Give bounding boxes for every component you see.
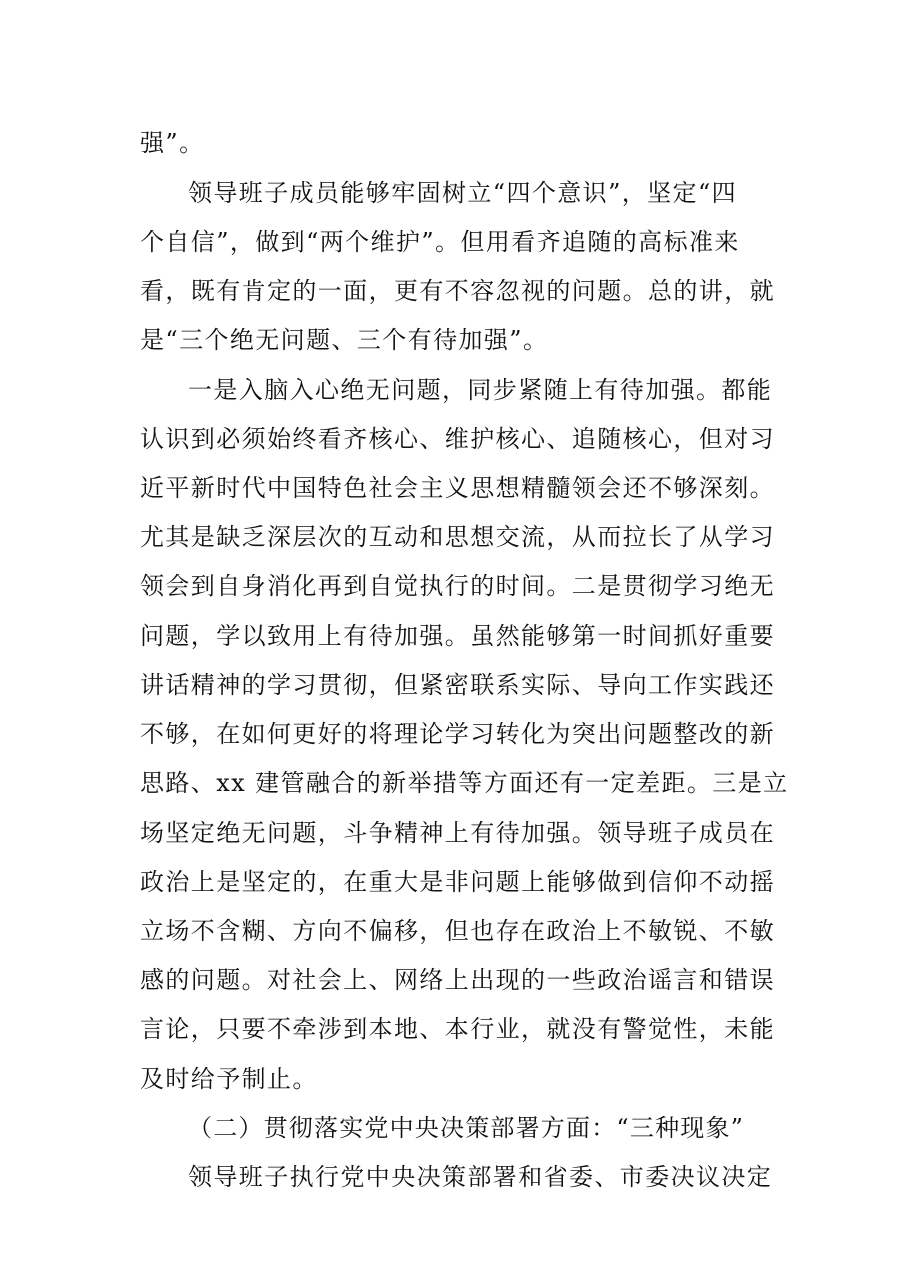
section-heading: （二）贯彻落实党中央决策部署方面：“三种现象”: [188, 1114, 745, 1142]
text-line: 是“三个绝无问题、三个有待加强”。: [140, 326, 549, 354]
text-line: 问题，学以致用上有待加强。虽然能够第一时间抓好重要: [140, 622, 775, 650]
text-line: 场坚定绝无问题，斗争精神上有待加强。领导班子成员在: [140, 819, 775, 847]
text-line: 领会到自身消化再到自觉执行的时间。二是贯彻学习绝无: [140, 572, 775, 600]
text-line: 领导班子执行党中央决策部署和省委、市委决议决定: [188, 1163, 773, 1191]
text-line: 一是入脑入心绝无问题，同步紧随上有待加强。都能: [188, 376, 773, 404]
text-line: 领导班子成员能够牢固树立“四个意识”，坚定“四: [188, 179, 738, 207]
text-line: 强”。: [140, 129, 205, 157]
text-line: 不够，在如何更好的将理论学习转化为突出问题整改的新: [140, 720, 775, 748]
text-line: 政治上是坚定的，在重大是非问题上能够做到信仰不动摇: [140, 868, 775, 896]
text-line: 个自信”，做到“两个维护”。但用看齐追随的高标准来: [140, 228, 740, 256]
text-line: 看，既有肯定的一面，更有不容忽视的问题。总的讲，就: [140, 277, 775, 305]
text-line: 认识到必须始终看齐核心、维护核心、追随核心，但对习: [140, 425, 775, 453]
text-line: 思路、xx 建管融合的新举措等方面还有一定差距。三是立: [140, 769, 789, 797]
text-line: 立场不含糊、方向不偏移，但也存在政治上不敏锐、不敏: [140, 917, 775, 945]
text-line: 感的问题。对社会上、网络上出现的一些政治谣言和错误: [140, 966, 775, 994]
text-line: 讲话精神的学习贯彻，但紧密联系实际、导向工作实践还: [140, 671, 775, 699]
text-line: 近平新时代中国特色社会主义思想精髓领会还不够深刻。: [140, 474, 775, 502]
text-line: 及时给予制止。: [140, 1065, 318, 1093]
text-line: 言论，只要不牵涉到本地、本行业，就没有警觉性，未能: [140, 1015, 775, 1043]
text-line: 尤其是缺乏深层次的互动和思想交流，从而拉长了从学习: [140, 523, 775, 551]
